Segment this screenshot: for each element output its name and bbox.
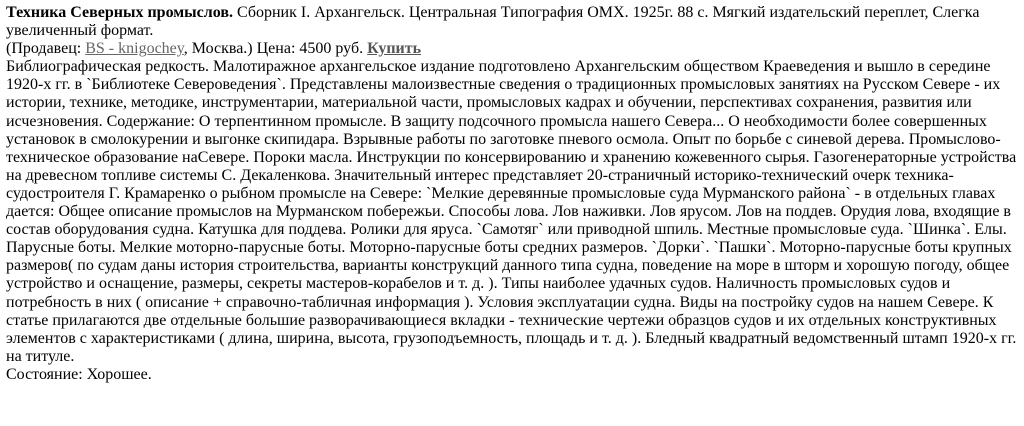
- item-description: Библиографическая редкость. Малотиражное архангельское издание подготовлено Архангельским обществом Краеведения и вышло в середине 1920-х гг. в `Библиотеке Североведения`. Представлены малоизвестные сведения о традиционных промысловых занятиях на Русском Севере - их истории, технике, методике, инструментарии, материальной части, промысловых кадрах и обучении, перспективах сохранения, развития или исчезновения. Содержание: О терпентинном промысле. В защиту подсочного промысла нашего Севера... О необходимости более совершенных установок в смолокурении и выгонке скипидара. Взрывные работы по заготовке пневого осмола. Опыт по борьбе с синевой дерева. Промыслово-техническое образование наСевере. Пороки масла. Инструкции по консервированию и хранению кожевенного сырья. Газогенераторные устройства на древесном топливе системы С. Декаленкова. Значительный интерес представляет 20-страничный историко-технический очерк техника-судостроителя Г. Крамаренко о рыбном промысле на Севере: `Мелкие деревянные промысловые суда Мурманского района` - в отдельных главах дается: Общее описание промыслов на Мурманском побережьи. Способы лова. Лов наживки. Лов ярусом. Лов на поддев. Орудия лова, входящие в состав оборудования судна. Катушка для поддева. Ролики для яруса. `Самотяг` или приводной шпиль. Местные промысловые суда. `Шинка`. Елы. Парусные боты. Мелкие моторно-парусные боты. Моторно-парусные боты средних размеров. `Дорки`. `Пашки`. Моторно-парусные боты крупных размеров( по судам даны история строительства, варианты конструкций данного типа судна, поведение на море в шторм и хорошую погоду, общее устройство и оснащение, размеры, секреты мастеров-корабелов и т. д. ). Типы наиболее удачных судов. Наличность промысловых судов и потребность в них ( описание + справочно-табличная информация ). Условия эксплуатации судна. Виды на постройку судов на нашем Севере. К статье прилагаются две отдельные большие разворачивающиеся вкладки - технические чертежи образцов судов и их отдельных конструктивных элементов с характеристиками ( длина, ширина, высота, грузоподъемность, площадь и т. д. ). Бледный квадратный ведомственный штамп 1920-х гг. на титуле.: [6, 58, 1017, 365]
- seller-location: , Москва.): [183, 40, 253, 58]
- price-value: 4500 руб.: [299, 40, 364, 58]
- book-listing: [6, 4, 1018, 384]
- item-condition: Состояние: Хорошее.: [6, 365, 152, 383]
- item-heading: [6, 4, 1018, 40]
- price-label: Цена:: [252, 40, 300, 58]
- seller-prefix: (Продавец:: [6, 40, 86, 58]
- item-title: Техника Северных промыслов.: [6, 4, 233, 21]
- item-details: Сборник I. Архангельск. Центральная Типография ОМХ. 1925г. 88 с. Мягкий издательский переплет, Слегка увеличенный формат.: [6, 4, 980, 40]
- seller-price-line: [6, 40, 1018, 58]
- buy-link[interactable]: Купить: [367, 40, 422, 58]
- seller-link[interactable]: BS - knigochey: [85, 40, 184, 58]
